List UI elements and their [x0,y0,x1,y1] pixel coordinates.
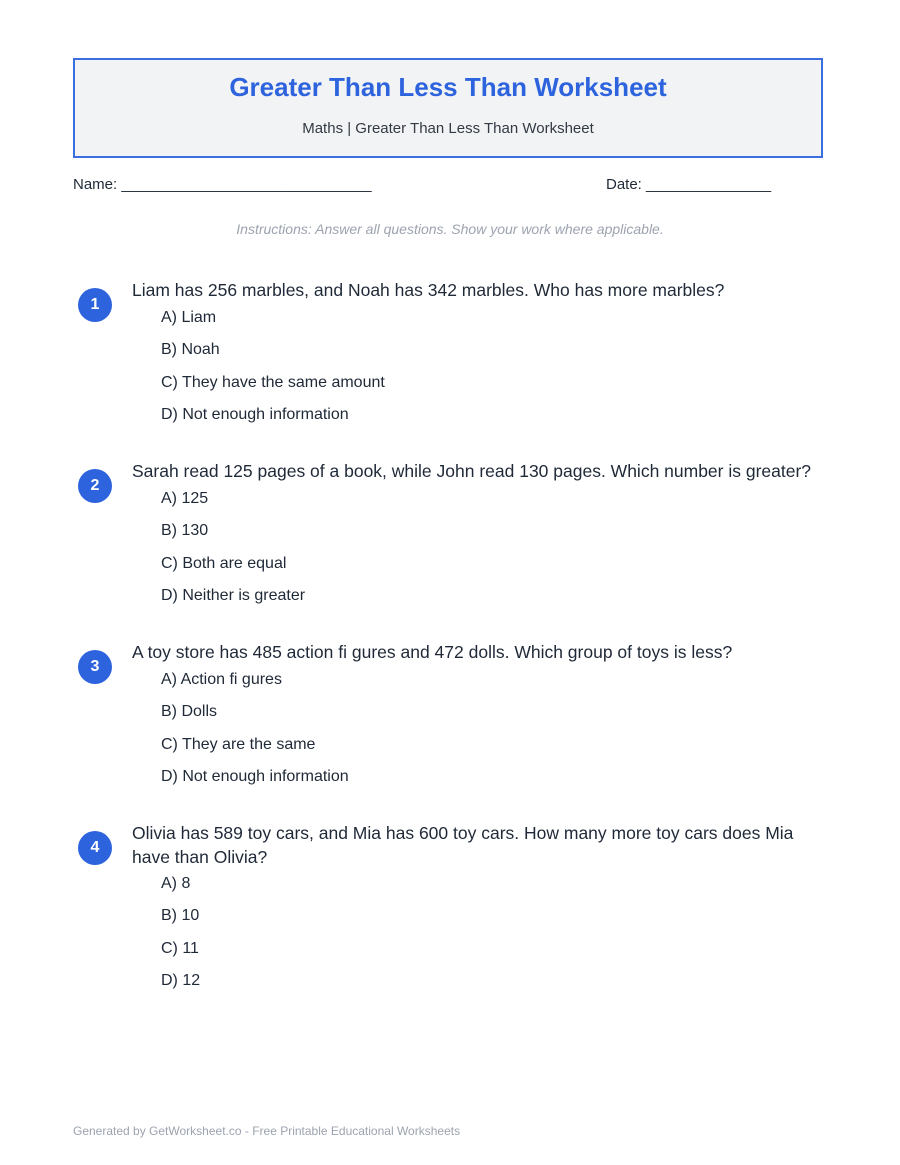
question-text: Liam has 256 marbles, and Noah has 342 marbles. Who has more marbles? [132,280,725,300]
worksheet-title: Greater Than Less Than Worksheet [229,72,667,102]
date-field: Date: _______________ [606,176,772,193]
question-text: Sarah read 125 pages of a book, while John read 130 pages. Which number is greater? [132,461,812,481]
answer-option-d: D) 12 [161,972,201,989]
worksheet-subtitle: Maths | Greater Than Less Than Worksheet [302,120,594,137]
answer-option-c: C) They have the same amount [161,374,385,391]
answer-option-a: A) Liam [161,309,217,326]
answer-option-a: A) 8 [161,875,191,892]
answer-option-a: A) Action fi gures [161,671,282,688]
question-text: A toy store has 485 action fi gures and 472 dolls. Which group of toys is less? [132,642,733,662]
answer-option-d: D) Neither is greater [161,587,306,604]
answer-option-c: C) They are the same [161,736,316,753]
answer-option-b: B) 10 [161,907,200,924]
footer-credit: Generated by GetWorksheet.co - Free Printable Educational Worksheets [73,1124,461,1138]
answer-option-c: C) 11 [161,940,199,957]
worksheet-header [73,58,823,158]
question-number-badge: 4 [78,831,112,865]
instructions: Instructions: Answer all questions. Show your work where applicable. [236,221,664,237]
question-text: Olivia has 589 toy cars, and Mia has 600 toy cars. How many more toy cars does Mia have than Olivia? [132,823,794,867]
name-field: Name: ______________________________ [73,176,372,193]
question-number-badge: 3 [78,650,112,684]
question-number-badge: 1 [78,288,112,322]
answer-option-d: D) Not enough information [161,406,349,423]
answer-option-c: C) Both are equal [161,555,287,572]
answer-option-b: B) Noah [161,341,220,358]
answer-option-d: D) Not enough information [161,768,349,785]
question-number-badge: 2 [78,469,112,503]
answer-option-b: B) 130 [161,522,209,539]
answer-option-a: A) 125 [161,490,209,507]
answer-option-b: B) Dolls [161,703,218,720]
